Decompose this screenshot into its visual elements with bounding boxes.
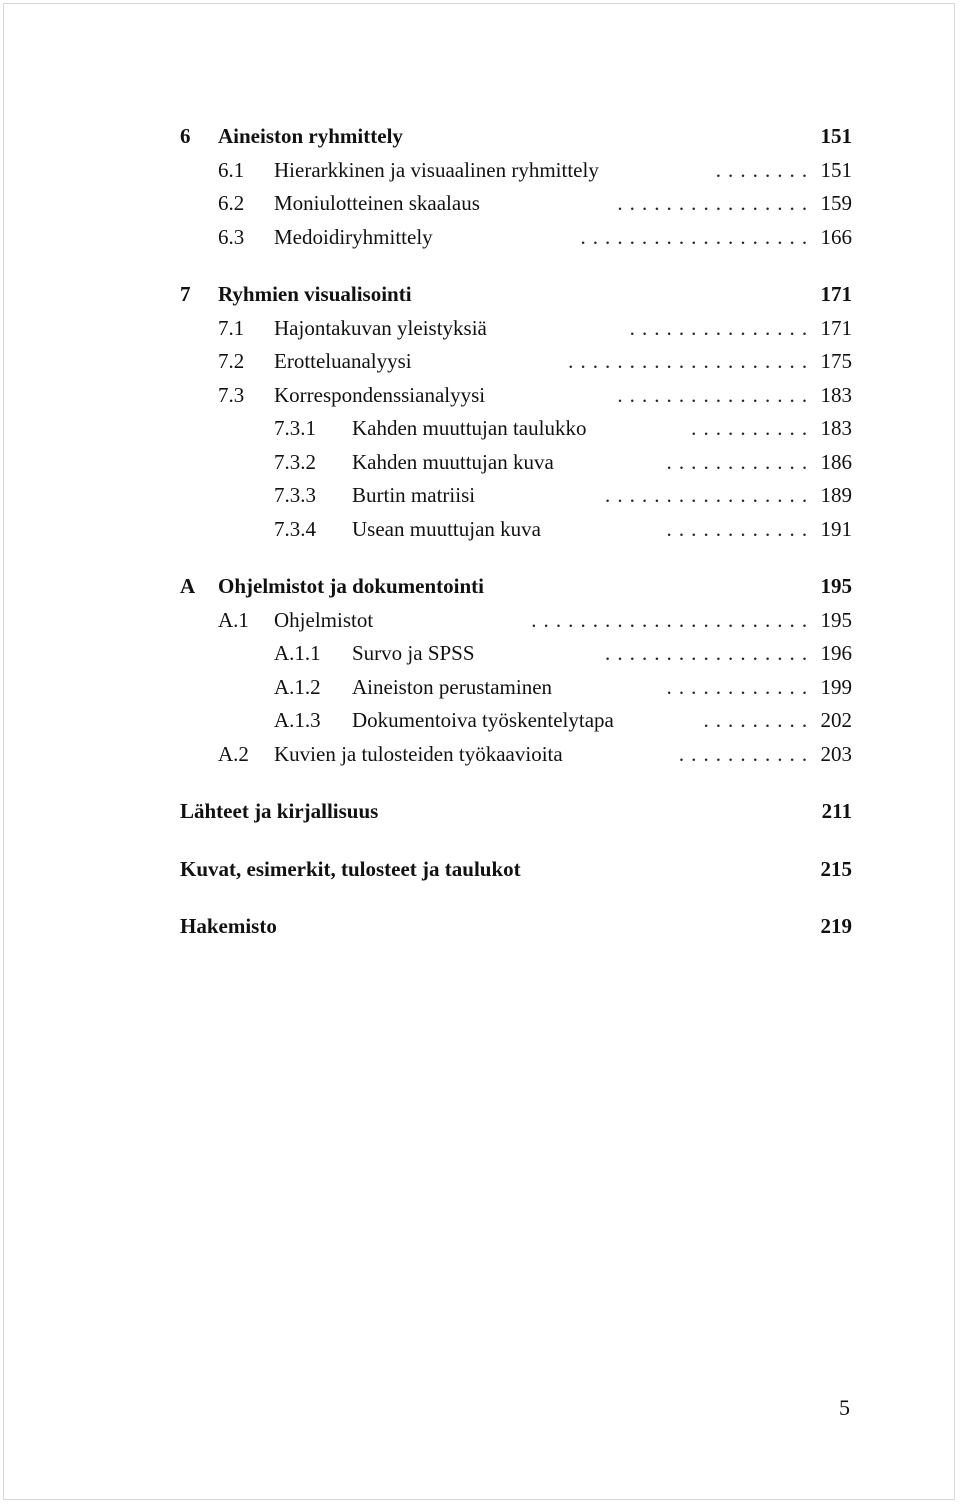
toc-entry-page: 189 [821, 479, 853, 513]
toc-entry-page: 202 [821, 704, 853, 738]
toc-entry-page: 191 [821, 513, 853, 547]
toc-entry-number: A [180, 570, 195, 604]
toc-entry-page: 186 [821, 446, 853, 480]
toc-section-entry[interactable] [180, 704, 852, 738]
toc-section-entry[interactable] [180, 513, 852, 547]
toc-entry-number: 7.2 [218, 345, 244, 379]
toc-dot-leader: . . . . . . . . . . . . . . . . . . . . . . . [531, 607, 808, 632]
table-of-contents [180, 120, 852, 944]
toc-dot-leader: . . . . . . . . . . . [678, 741, 808, 766]
toc-entry-title: Ohjelmistot [274, 604, 377, 638]
toc-entry-title: Ryhmien visualisointi [218, 278, 416, 312]
toc-dot-leader: . . . . . . . . . . . . [666, 674, 808, 699]
toc-entry-number: A.1.3 [274, 704, 321, 738]
toc-entry-number: 7.1 [218, 312, 244, 346]
toc-entry-title: Burtin matriisi [352, 479, 479, 513]
toc-dot-leader: . . . . . . . . . . . . . . . . . . . [580, 224, 808, 249]
toc-dot-leader: . . . . . . . . . . . . . . . [629, 315, 808, 340]
toc-chapter-entry[interactable] [180, 278, 852, 312]
toc-entry-page: 159 [821, 187, 853, 221]
toc-entry-title: Aineiston ryhmittely [218, 120, 407, 154]
toc-dot-leader: . . . . . . . . . [703, 708, 808, 732]
toc-entry-title: Dokumentoiva työskentelytapa [352, 704, 618, 738]
toc-entry-number: A.1.1 [274, 637, 321, 671]
toc-dot-leader: . . . . . . . . . . . . . . . . [617, 191, 808, 215]
toc-entry-number: A.1 [218, 604, 249, 638]
toc-section-entry[interactable] [180, 187, 852, 221]
toc-entry-title: Hakemisto [180, 910, 281, 944]
toc-entry-page: 183 [821, 412, 853, 446]
toc-entry-page: 196 [821, 637, 853, 671]
toc-entry-page: 199 [821, 671, 853, 705]
toc-entry-title: Kuvien ja tulosteiden työkaavioita [274, 738, 567, 772]
toc-entry-page: 211 [822, 795, 852, 829]
toc-section-entry[interactable] [180, 604, 852, 638]
toc-section-entry[interactable] [180, 312, 852, 346]
toc-chapter-entry[interactable] [180, 570, 852, 604]
toc-dot-leader: . . . . . . . . . . . . . . . . . [605, 483, 808, 507]
toc-dot-leader: . . . . . . . . . . [691, 416, 808, 440]
toc-entry-number: 6.2 [218, 187, 244, 221]
toc-entry-number: 7.3.4 [274, 513, 316, 547]
toc-section-entry[interactable] [180, 379, 852, 413]
toc-entry-page: 215 [821, 853, 853, 887]
toc-chapter-entry[interactable] [180, 910, 852, 944]
toc-entry-number: 6 [180, 120, 191, 154]
page-number: 5 [839, 1395, 850, 1420]
toc-entry-page: 171 [821, 278, 853, 312]
toc-section-entry[interactable] [180, 479, 852, 513]
toc-entry-number: 7.3.1 [274, 412, 316, 446]
toc-dot-leader: . . . . . . . . . . . . . . . . [617, 382, 808, 407]
toc-section-entry[interactable] [180, 446, 852, 480]
toc-section-entry[interactable] [180, 154, 852, 188]
toc-entry-title: Kahden muuttujan taulukko [352, 412, 590, 446]
toc-entry-number: 6.1 [218, 154, 244, 188]
toc-dot-leader: . . . . . . . . . . . . . . . . . [605, 641, 808, 665]
toc-dot-leader: . . . . . . . . . . . . [666, 449, 808, 474]
toc-chapter-entry[interactable] [180, 853, 852, 887]
toc-entry-number: A.1.2 [274, 671, 321, 705]
toc-entry-page: 151 [821, 120, 853, 154]
toc-section-entry[interactable] [180, 345, 852, 379]
toc-section-entry[interactable] [180, 637, 852, 671]
toc-entry-title: Moniulotteinen skaalaus [274, 187, 484, 221]
toc-dot-leader: . . . . . . . . . . . . . . . . . . . . [568, 349, 808, 373]
toc-entry-number: 7.3 [218, 379, 244, 413]
toc-entry-title: Usean muuttujan kuva [352, 513, 545, 547]
toc-entry-title: Lähteet ja kirjallisuus [180, 795, 382, 829]
toc-entry-title: Korrespondenssianalyysi [274, 379, 489, 413]
toc-entry-page: 151 [821, 154, 853, 188]
toc-entry-page: 203 [821, 738, 853, 772]
toc-entry-title: Erotteluanalyysi [274, 345, 416, 379]
toc-entry-title: Medoidiryhmittely [274, 221, 437, 255]
toc-entry-title: Aineiston perustaminen [352, 671, 556, 705]
toc-entry-page: 195 [821, 570, 853, 604]
toc-entry-number: A.2 [218, 738, 249, 772]
toc-entry-title: Hierarkkinen ja visuaalinen ryhmittely [274, 154, 603, 188]
toc-entry-page: 183 [821, 379, 853, 413]
toc-section-entry[interactable] [180, 412, 852, 446]
toc-dot-leader: . . . . . . . . [715, 157, 808, 182]
toc-entry-number: 7.3.2 [274, 446, 316, 480]
toc-entry-page: 175 [821, 345, 853, 379]
toc-entry-title: Hajontakuvan yleistyksiä [274, 312, 491, 346]
toc-entry-title: Kahden muuttujan kuva [352, 446, 558, 480]
toc-entry-number: 7 [180, 278, 191, 312]
toc-entry-number: 7.3.3 [274, 479, 316, 513]
toc-entry-title: Ohjelmistot ja dokumentointi [218, 570, 488, 604]
toc-section-entry[interactable] [180, 738, 852, 772]
toc-entry-title: Kuvat, esimerkit, tulosteet ja taulukot [180, 853, 525, 887]
toc-chapter-entry[interactable] [180, 120, 852, 154]
toc-entry-title: Survo ja SPSS [352, 637, 479, 671]
toc-entry-page: 195 [821, 604, 853, 638]
toc-section-entry[interactable] [180, 221, 852, 255]
toc-entry-page: 171 [821, 312, 853, 346]
toc-entry-page: 219 [821, 910, 853, 944]
toc-chapter-entry[interactable] [180, 795, 852, 829]
toc-section-entry[interactable] [180, 671, 852, 705]
toc-entry-number: 6.3 [218, 221, 244, 255]
toc-entry-page: 166 [821, 221, 853, 255]
toc-dot-leader: . . . . . . . . . . . . [666, 516, 808, 541]
